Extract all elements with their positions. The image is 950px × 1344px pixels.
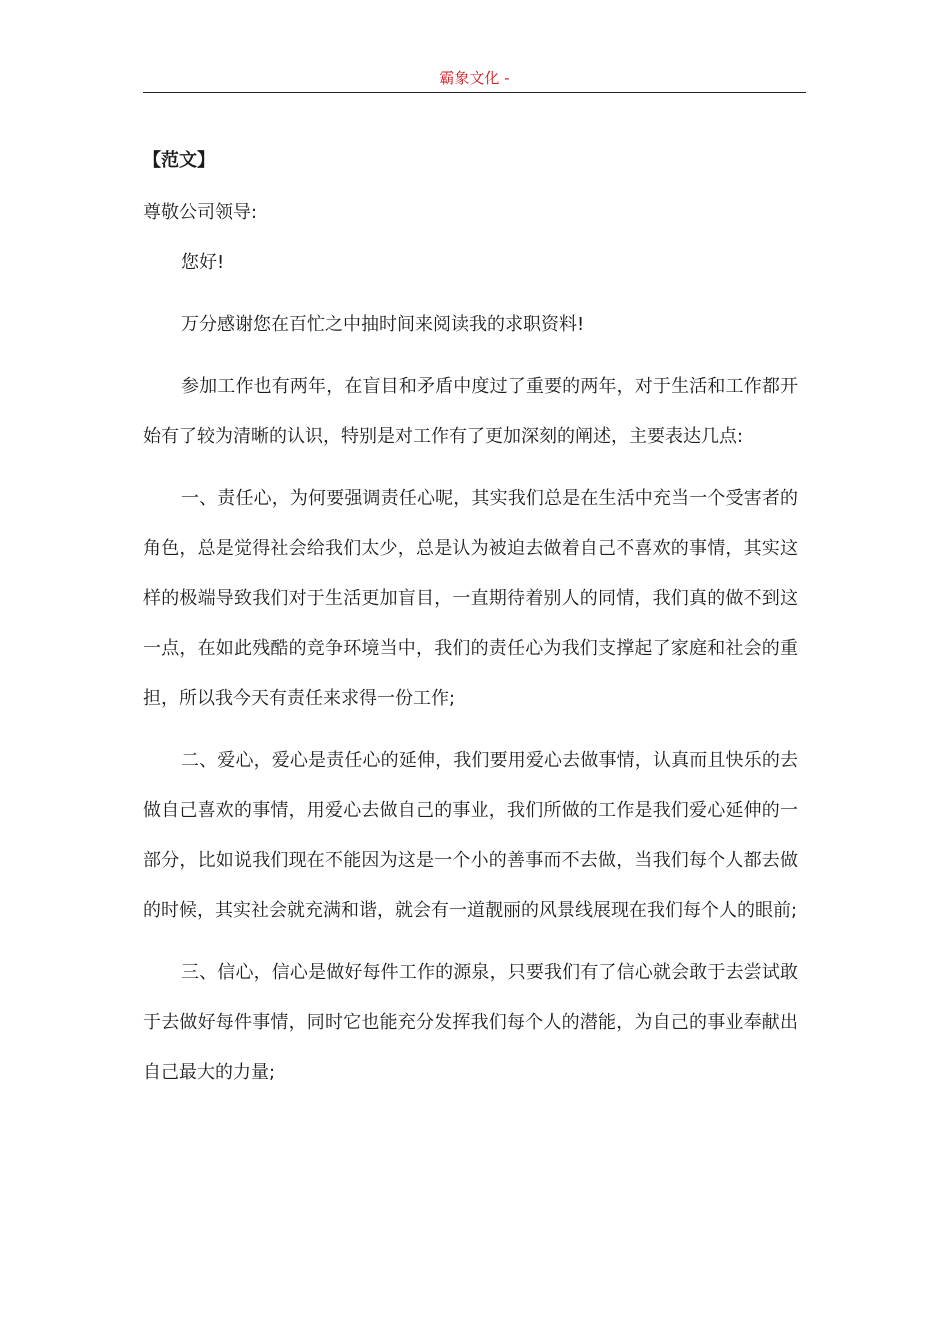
paragraph-confidence: 三、信心，信心是做好每件工作的源泉，只要我们有了信心就会敢于去尝试敢于去做好每件事情，同时它也能充分发挥我们每个人的潜能，为自己的事业奉献出自己最大的力量; [143,962,798,1083]
page-header [143,66,806,93]
paragraph-thanks: 万分感谢您在百忙之中抽时间来阅读我的求职资料! [181,314,585,335]
paragraph-love: 二、爱心，爱心是责任心的延伸，我们要用爱心去做事情，认真而且快乐的去做自己喜欢的事情，用爱心去做自己的事业，我们所做的工作是我们爱心延伸的一部分，比如说我们现在不能因为这是一个小的善事而不去做，当我们每个人都去做的时候，其实社会就充满和谐，就会有一道靓丽的风景线展现在我们每个人的眼前; [143,750,798,921]
header-title: 霸象文化 - [439,69,510,87]
document-body [143,146,798,1098]
paragraph-responsibility: 一、责任心，为何要强调责任心呢，其实我们总是在生活中充当一个受害者的角色，总是觉得社会给我们太少，总是认为被迫去做着自己不喜欢的事情，其实这样的极端导致我们对于生活更加盲目，一直期待着别人的同情，我们真的做不到这一点，在如此残酷的竞争环境当中，我们的责任心为我们支撑起了家庭和社会的重担，所以我今天有责任来求得一份工作; [143,488,798,709]
greeting: 您好! [181,252,225,273]
salutation: 尊敬公司领导: [143,202,258,223]
paragraph-intro: 参加工作也有两年，在盲目和矛盾中度过了重要的两年，对于生活和工作都开始有了较为清晰的认识，特别是对工作有了更加深刻的阐述，主要表达几点: [143,376,798,447]
document-heading: 【范文】 [143,150,215,171]
